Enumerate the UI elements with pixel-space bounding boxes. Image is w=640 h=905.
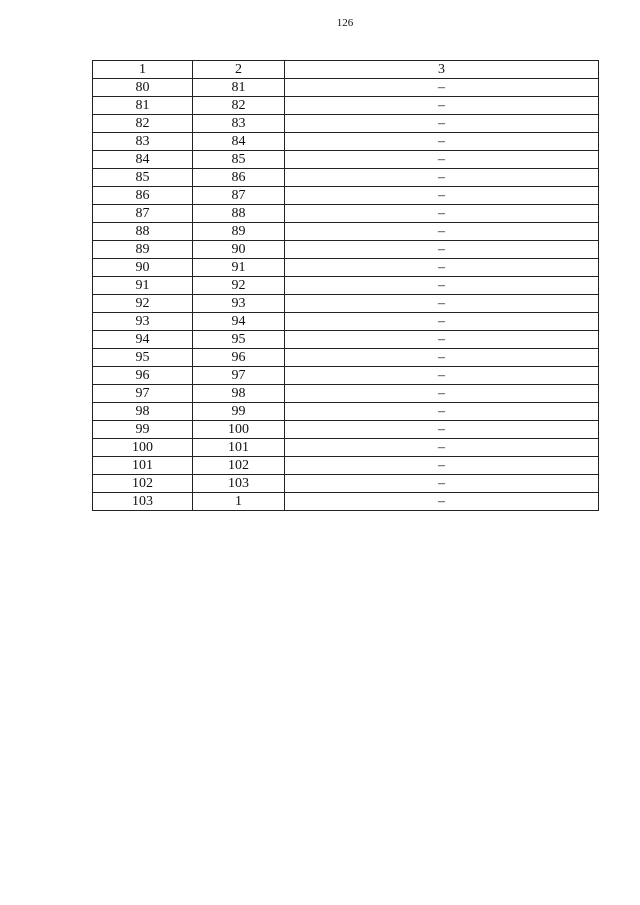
table-row xyxy=(93,97,599,115)
table-cell: 84 xyxy=(193,133,285,151)
table-row xyxy=(93,79,599,97)
table-row xyxy=(93,313,599,331)
table-cell: 98 xyxy=(193,385,285,403)
table-cell: 91 xyxy=(93,277,193,295)
table-cell: 99 xyxy=(93,421,193,439)
table-row xyxy=(93,403,599,421)
table-cell: 85 xyxy=(193,151,285,169)
table-cell: 97 xyxy=(193,367,285,385)
table-cell: 96 xyxy=(193,349,285,367)
column-header: 3 xyxy=(285,61,599,79)
table-row xyxy=(93,187,599,205)
table-row xyxy=(93,385,599,403)
table-cell: – xyxy=(285,115,599,133)
table-cell: 101 xyxy=(93,457,193,475)
column-header: 2 xyxy=(193,61,285,79)
table-cell: – xyxy=(285,97,599,115)
table-row xyxy=(93,367,599,385)
table-cell: – xyxy=(285,223,599,241)
data-table xyxy=(92,60,599,511)
table-row xyxy=(93,331,599,349)
table-row xyxy=(93,493,599,511)
table-cell: 88 xyxy=(193,205,285,223)
table-cell: – xyxy=(285,403,599,421)
table-cell: 100 xyxy=(93,439,193,457)
table-cell: – xyxy=(285,385,599,403)
table-row xyxy=(93,439,599,457)
table-cell: 86 xyxy=(93,187,193,205)
table-cell: 83 xyxy=(193,115,285,133)
table-cell: – xyxy=(285,259,599,277)
table-row xyxy=(93,205,599,223)
table-cell: 89 xyxy=(93,241,193,259)
table-cell: – xyxy=(285,133,599,151)
table-cell: 100 xyxy=(193,421,285,439)
table-row xyxy=(93,421,599,439)
table-cell: – xyxy=(285,277,599,295)
table-body xyxy=(93,61,599,511)
table-cell: 87 xyxy=(193,187,285,205)
table-cell: 94 xyxy=(93,331,193,349)
table-cell: 87 xyxy=(93,205,193,223)
table-cell: 88 xyxy=(93,223,193,241)
table-cell: 1 xyxy=(193,493,285,511)
table-cell: 93 xyxy=(193,295,285,313)
table-cell: – xyxy=(285,475,599,493)
table-cell: 83 xyxy=(93,133,193,151)
column-header: 1 xyxy=(93,61,193,79)
table-row xyxy=(93,349,599,367)
table-row xyxy=(93,241,599,259)
table-cell: 95 xyxy=(93,349,193,367)
table-row xyxy=(93,169,599,187)
table-cell: 102 xyxy=(193,457,285,475)
table-cell: – xyxy=(285,421,599,439)
table-cell: 89 xyxy=(193,223,285,241)
table-cell: 94 xyxy=(193,313,285,331)
table-header-row xyxy=(93,61,599,79)
table-cell: – xyxy=(285,151,599,169)
table-row xyxy=(93,475,599,493)
table-cell: – xyxy=(285,169,599,187)
table-cell: 81 xyxy=(93,97,193,115)
table-cell: 92 xyxy=(93,295,193,313)
table-cell: – xyxy=(285,349,599,367)
table-cell: 80 xyxy=(93,79,193,97)
table-cell: 82 xyxy=(193,97,285,115)
table-cell: 85 xyxy=(93,169,193,187)
table-cell: 90 xyxy=(93,259,193,277)
table-cell: – xyxy=(285,331,599,349)
table-row xyxy=(93,133,599,151)
table-row xyxy=(93,115,599,133)
table-cell: – xyxy=(285,241,599,259)
table-cell: – xyxy=(285,187,599,205)
table-cell: 103 xyxy=(193,475,285,493)
table-cell: 86 xyxy=(193,169,285,187)
table-cell: – xyxy=(285,295,599,313)
page-number: 126 xyxy=(336,17,354,29)
table-cell: 98 xyxy=(93,403,193,421)
table-row xyxy=(93,277,599,295)
table-cell: 84 xyxy=(93,151,193,169)
table-cell: – xyxy=(285,493,599,511)
table-cell: 99 xyxy=(193,403,285,421)
table-cell: 95 xyxy=(193,331,285,349)
table-cell: 93 xyxy=(93,313,193,331)
table-row xyxy=(93,295,599,313)
table-cell: 103 xyxy=(93,493,193,511)
table-cell: – xyxy=(285,205,599,223)
table-cell: 96 xyxy=(93,367,193,385)
table-cell: – xyxy=(285,367,599,385)
table-cell: 81 xyxy=(193,79,285,97)
table-row xyxy=(93,259,599,277)
table-row xyxy=(93,457,599,475)
table-cell: – xyxy=(285,439,599,457)
table-cell: 102 xyxy=(93,475,193,493)
table-cell: – xyxy=(285,79,599,97)
table-cell: 101 xyxy=(193,439,285,457)
table-cell: 97 xyxy=(93,385,193,403)
table-row xyxy=(93,151,599,169)
table-cell: 92 xyxy=(193,277,285,295)
table-cell: – xyxy=(285,313,599,331)
table-cell: 90 xyxy=(193,241,285,259)
table-cell: 82 xyxy=(93,115,193,133)
table-cell: – xyxy=(285,457,599,475)
table-row xyxy=(93,223,599,241)
table-cell: 91 xyxy=(193,259,285,277)
